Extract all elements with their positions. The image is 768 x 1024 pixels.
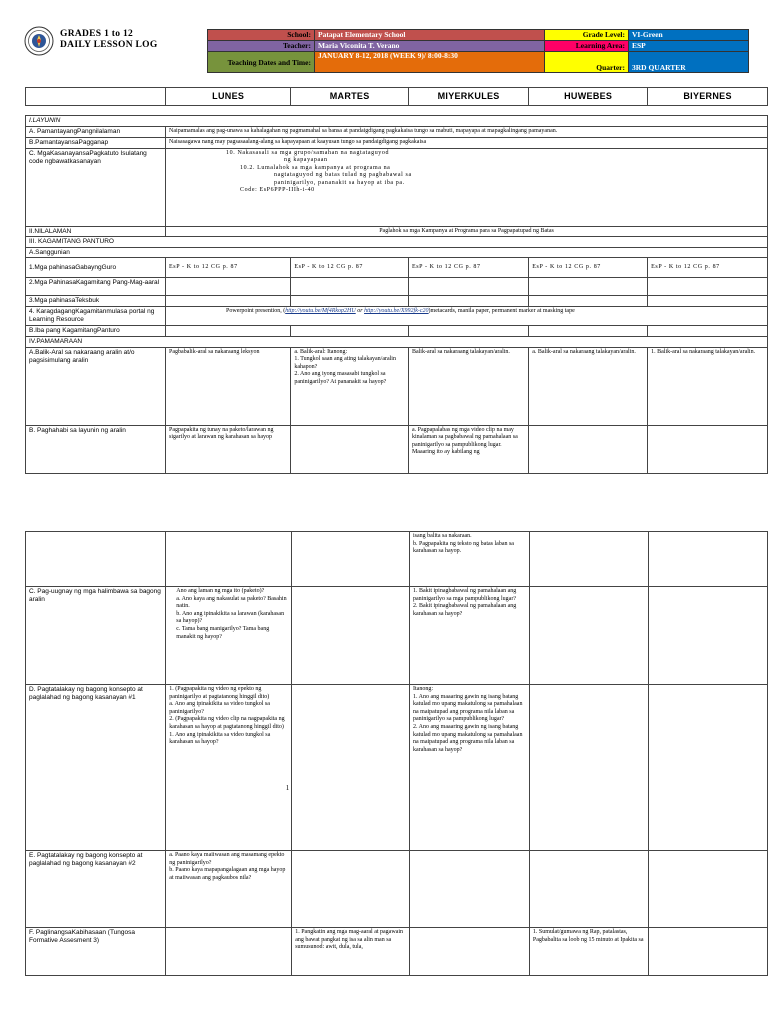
balik-aral-martes	[291, 347, 409, 425]
balik-aral-martes-line: 2. Ano ang iyong masasabi tungkol sa paninigarilyo? At pananakit sa hayop?	[294, 371, 387, 385]
day-header-biyernes: BIYERNES	[648, 88, 768, 106]
gabay-guro-miyerkules: EsP - K to 12 CG p. 87	[408, 258, 528, 278]
grade-level-label: Grade Level:	[545, 30, 629, 41]
kasanayan-line: nagtataguyod ng batas tulad ng pagbabawal sa	[274, 172, 412, 179]
pag-uugnay-line: a. Ano kaya ang nakasulat sa paketo? Basahin natin.	[176, 595, 287, 610]
paghahabi-huwebes	[529, 425, 648, 473]
teaching-dates-label: Teaching Dates and Time:	[208, 52, 315, 73]
pagtatalakay1-line: 2. Ano ang maaaring gawin ng isang batang katulad mo upang makatulong sa pamahalaan na maipatupad ang programa nila laban sa karahasan sa hayop?	[413, 723, 523, 753]
header-info-table	[207, 29, 749, 73]
school-label: School:	[208, 30, 315, 41]
pamantayang-pangnilalaman-text: Naipamamalas ang pag-unawa sa kahalagahan ng pagmamahal sa bansa at pandaigdigang pagkakaisa tungo sa mabuti, mapayapa at mapagkalingang pamayanan.	[166, 126, 768, 137]
lesson-log-table	[25, 87, 768, 474]
kasanayan-line: ng kapayapaan	[284, 157, 328, 164]
pag-uugnay-miyerkules	[410, 587, 530, 685]
form-title: GRADES 1 to 12	[60, 29, 134, 39]
balik-aral-martes-line: 1. Tungkol saan ang ating talakayan/aralin kahapon?	[294, 356, 396, 370]
lesson-log-table-continued	[25, 531, 768, 976]
row-label-sanggunian: A.Sanggunian	[26, 247, 768, 258]
school-value: Patapat Elementary School	[315, 30, 545, 41]
lr-link-1[interactable]: http://youtu.be/Mf4Rkop2HU	[285, 308, 356, 315]
lr-link-2[interactable]: http://youtu.be/X992fk-c20	[364, 308, 429, 315]
lr-text-before: Powerpoint presention,	[226, 308, 282, 315]
pagtatalakay2-line: a. Paano kaya maiiwasan ang masamang epekto ng paninigarilyo?	[169, 852, 285, 866]
nilalaman-text: Paglahok sa mga Kampanya at Programa para sa Pagpapatupad ng Batas	[166, 226, 768, 237]
pagtatalakay1-line: a. Ano ang ipinakikita sa video tungkol sa paninigarilyo?	[169, 701, 270, 715]
gabay-guro-lunes: EsP - K to 12 CG p. 87	[166, 258, 291, 278]
page-number: 1	[285, 784, 290, 792]
paglinang-martes: 1. Pangkatin ang mga mag-aaral at pagawain ang bawat pangkat ng isa sa alin man sa sumusunod: awit, dula, tula,	[292, 928, 410, 976]
quarter-value: 3RD QUARTER	[629, 52, 749, 73]
pag-uugnay-line: 2. Bakit ipinagbabawal ng pamahalaan ang karahasan sa hayop?	[413, 603, 517, 617]
row-label-paghahabi: B. Paghahabi sa layunin ng aralin	[26, 425, 166, 473]
kasanayan-code: Code: EsP6PPP-IIIh-i-40	[240, 187, 315, 194]
form-subtitle: DAILY LESSON LOG	[60, 40, 158, 50]
pag-uugnay-lunes	[166, 587, 292, 685]
day-header-miyerkules: MIYERKULES	[408, 88, 528, 106]
row-label-mga-kasanayan: C. MgaKasanayansaPagkatuto Isulatang code ngbawatkasanayan	[26, 148, 166, 226]
day-header-martes: MARTES	[291, 88, 409, 106]
paghahabi-lunes: Pagpapakita ng tunay na paketo/larawan ng sigarilyo at larawan ng karahasan sa hayop	[166, 425, 291, 473]
row-label-balik-aral: A.Balik-Aral sa nakaraang aralin at/o pagsisimulang aralin	[26, 347, 166, 425]
balik-aral-biyernes: 1. Balik-aral sa nakaraang talakayan/aralin.	[648, 347, 768, 425]
row-label-teksbuk: 3.Mga pahinasaTeksbuk	[26, 296, 166, 307]
kasanayan-line: paninigarilyo, pananakit sa hayop at iba pa.	[274, 179, 405, 186]
teacher-value: Maria Viconita T. Verano	[315, 41, 545, 52]
pag-uugnay-line: 1. Bakit ipinagbabawal ng pamahalaan ang paninigarilyo sa mga pampublikong lugar?	[413, 588, 517, 602]
row-label-gabay-guro: 1.Mga pahinasaGabayngGuro	[26, 258, 166, 278]
balik-aral-martes-line: a. Balik-aral: Itanong:	[294, 348, 348, 355]
deped-seal-icon	[24, 26, 54, 56]
pagtatalakay1-line: 1. Ano ang maaaring gawin ng isang batang katulad mo upang makatulong sa pamahalaan na maipatupad ang programa nila laban sa paninigarilyo sa pampublikong lugar?	[413, 693, 523, 723]
cont-line: b. Pagpapakita ng teksto ng batas laban sa karahasan sa hayop.	[413, 540, 514, 555]
gabay-guro-biyernes: EsP - K to 12 CG p. 87	[648, 258, 768, 278]
paghahabi-biyernes	[648, 425, 768, 473]
balik-aral-miyerkules: Balik-aral sa nakaraang talakayan/aralin.	[408, 347, 528, 425]
kasanayan-line: 10.2. Lumalahok sa mga kampanya at programa na	[240, 164, 391, 171]
pag-uugnay-line: Ano ang laman ng mga ito (paketo)?	[176, 588, 265, 594]
learning-area-value: ESP	[629, 41, 749, 52]
pagtatalakay1-line: 1. Ano ang ipinakikita sa video tungkol sa karahasan sa hayop?	[169, 731, 271, 746]
pagtatalakay2-line: b. Paano kaya mapapangalagaan ang mga hayop at maiiwasan ang pagkaubos nila?	[169, 867, 286, 881]
cont-line: isang balita sa nakaraan.	[413, 533, 472, 539]
pagtatalakay1-line: 2. (Pagpapakita ng video clip na nagpapakita ng karahasan sa hayop at pagtatanong hinggil dito)	[169, 716, 285, 730]
row-label-pag-uugnay: C. Pag-uugnay ng mga halimbawa sa bagong aralin	[26, 587, 166, 685]
day-header-lunes: LUNES	[166, 88, 291, 106]
mga-kasanayan-text	[166, 148, 768, 226]
teacher-label: Teacher:	[208, 41, 315, 52]
row-label-pamantayang-pangnilalaman: A. PamantayangPangnilalaman	[26, 126, 166, 137]
balik-aral-huwebes: a. Balik-aral sa nakaraang talakayan/aralin.	[529, 347, 648, 425]
section-kagamitang-panturo: III. KAGAMITANG PANTURO	[26, 237, 768, 248]
gabay-guro-huwebes: EsP - K to 12 CG p. 87	[529, 258, 648, 278]
paghahabi-miyerkules-continued	[410, 532, 530, 587]
row-label-pagtatalakay-2: E. Pagtatalakay ng bagong konsepto at paglalahad ng bagong kasanayan #2	[26, 851, 166, 928]
section-nilalaman: II.NILALAMAN	[26, 226, 166, 237]
pagtatalakay1-lunes	[166, 685, 292, 851]
day-header-row	[26, 88, 768, 106]
row-label-kagamitang-pang-mag-aaral: 2.Mga PahinasaKagamitang Pang-Mag-aaral	[26, 278, 166, 296]
section-pamamaraan: IV.PAMAMARAAN	[26, 337, 768, 348]
row-label-paglinang: F. PaglinangsaKabihasaan (Tungosa Formative Assesment 3)	[26, 928, 166, 976]
lr-text-after: )metacards, manila paper, permanent marker at masking tape	[428, 308, 575, 315]
teaching-dates-value: JANUARY 8-12, 2018 (WEEK 9)/ 8:00-8:30	[315, 52, 545, 73]
balik-aral-lunes: Pagbabalik-aral sa nakaraang leksyon	[166, 347, 291, 425]
pagtatalakay1-line: 1. (Pagpapakita ng video ng epekto ng paninigarilyo at pagtatanong hinggil dito)	[169, 686, 270, 700]
grade-level-value: VI-Green	[629, 30, 749, 41]
row-label-lr-portal: 4. KaragdagangKagamitanmulasa portal ng Learning Resource	[26, 307, 166, 326]
pag-uugnay-line: c. Tama bang manigarilyo? Tama bang manakit ng hayop?	[176, 625, 270, 640]
learning-area-label: Learning Area:	[545, 41, 629, 52]
quarter-label: Quarter:	[545, 52, 629, 73]
lr-portal-text: Powerpoint presention, (http://youtu.be/Mf4Rkop2HU or http://youtu.be/X992fk-c20)metacards, manila paper, permanent marker at masking tape	[166, 307, 768, 326]
lr-or: or	[357, 308, 363, 315]
pagtatalakay1-line: Itanong:	[413, 686, 433, 692]
row-label-pamantayan-sa-pagganap: B.PamantayansaPagganap	[26, 137, 166, 148]
kasanayan-line: 10. Nakasasali sa mga grupo/samahan na nagtataguyod	[226, 149, 390, 156]
pag-uugnay-line: b. Ano ang ipinakikita sa larawan (karahasan sa hayop)?	[176, 610, 285, 625]
day-header-huwebes: HUWEBES	[529, 88, 648, 106]
paghahabi-miyerkules: a. Pagpapalabas ng mga video clip na may kinalaman sa pagbabawal ng pamahalaan sa paninigarilyo sa pampublikong lugar. Maaaring ito ay kabilang ng	[408, 425, 528, 473]
pagtatalakay1-miyerkules	[410, 685, 530, 851]
gabay-guro-martes: EsP - K to 12 CG p. 87	[291, 258, 409, 278]
pamantayan-sa-pagganap-text: Naisasagawa nang may pagsasaalang-alang sa kapayapaan at kaayusan tungo sa pandaigdigang pagkakaisa	[166, 137, 768, 148]
row-label-pagtatalakay-1: D. Pagtatalakay ng bagong konsepto at paglalahad ng bagong kasanayan #1	[26, 685, 166, 851]
row-label-iba-pang-kagamitan: B.Iba pang KagamitangPanturo	[26, 326, 166, 337]
paghahabi-martes	[291, 425, 409, 473]
section-layunin: I.LAYUNIN	[26, 116, 768, 127]
day-header-blank	[26, 88, 166, 106]
pagtatalakay2-lunes	[166, 851, 292, 928]
paglinang-huwebes: 1. Sumulat/gumawa ng Rap, patalastas, Pagbabalita sa loob ng 15 minuto at Ipakita sa	[529, 928, 648, 976]
